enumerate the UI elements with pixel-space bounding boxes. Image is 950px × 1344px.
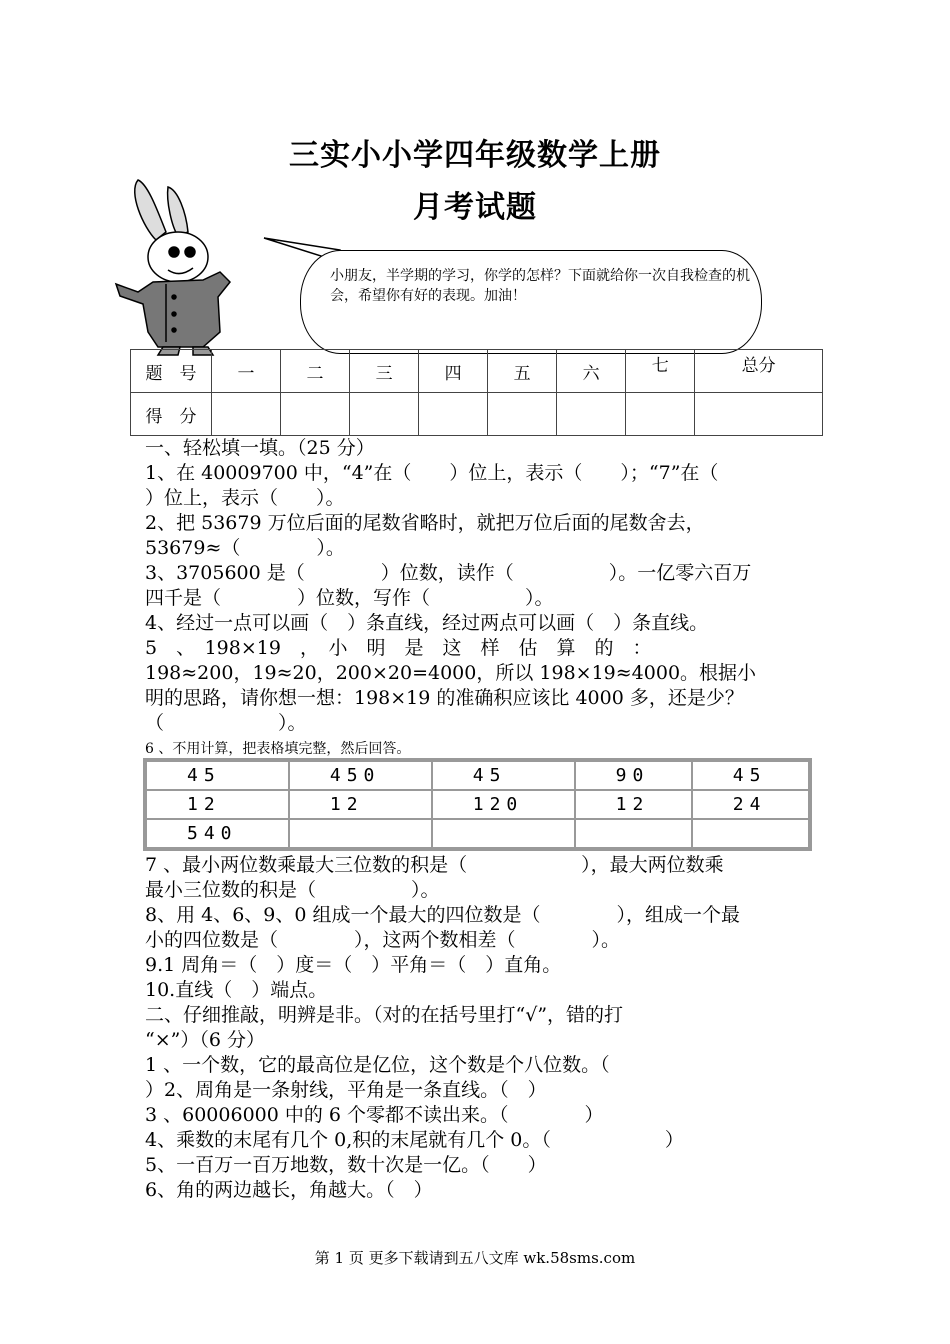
score-input-cell[interactable]	[695, 393, 823, 436]
question-text: 10.直线（ ）端点。	[145, 979, 328, 1001]
speech-bubble-text: 小朋友，半学期的学习，你学的怎样？下面就给你一次自我检查的机会，希望你有好的表现。加油！	[330, 268, 750, 304]
grid-cell: 120	[432, 790, 575, 819]
score-input-cell[interactable]	[212, 393, 281, 436]
question-text: 1、在 40009700 中，“4”在（ ）位上，表示（ ）；“7”在（	[145, 462, 719, 484]
score-cell: 六	[557, 350, 626, 393]
question-text: 53679≈（ ）。	[145, 537, 345, 559]
grid-cell: 90	[575, 761, 692, 790]
grid-input-cell[interactable]	[432, 819, 575, 848]
score-cell: 一	[212, 350, 281, 393]
score-cell: 四	[419, 350, 488, 393]
grid-row	[146, 819, 809, 848]
grid-row	[146, 790, 809, 819]
question-text: 6、角的两边越长，角越大。（ ）	[145, 1179, 433, 1201]
question-text: 8、用 4、6、9、0 组成一个最大的四位数是（ ），组成一个最	[145, 904, 741, 926]
question-text: 6 、不用计算，把表格填完整，然后回答。	[145, 741, 411, 757]
page-title: 三实小小学四年级数学上册	[289, 138, 661, 173]
question-text: 5 、 198×19 ， 小 明 是 这 样 估 算 的 ：	[145, 637, 652, 659]
grid-cell: 540	[146, 819, 289, 848]
score-cell: 七	[626, 350, 695, 393]
grid-cell: 450	[289, 761, 432, 790]
grid-row	[146, 761, 809, 790]
page-footer: 第 1 页 更多下载请到五八文库 wk.58sms.com	[314, 1249, 636, 1267]
question-text: 4、经过一点可以画（ ）条直线，经过两点可以画（ ）条直线。	[145, 612, 709, 634]
score-input-cell[interactable]	[281, 393, 350, 436]
question-text: 4、乘数的末尾有几个 0,积的末尾就有几个 0。（ ）	[145, 1129, 684, 1151]
question-text: 198≈200，19≈20，200×20=4000，所以 198×19≈4000。根据小	[145, 662, 757, 684]
score-table	[130, 349, 823, 436]
score-input-cell[interactable]	[488, 393, 557, 436]
score-cell: 二	[281, 350, 350, 393]
score-cell: 得 分	[131, 393, 212, 436]
section-heading: 一、轻松填一填。（25 分）	[145, 437, 375, 459]
grid-input-cell[interactable]	[575, 819, 692, 848]
grid-cell: 12	[146, 790, 289, 819]
grid-input-cell[interactable]	[692, 819, 809, 848]
score-input-cell[interactable]	[557, 393, 626, 436]
question-text: （ ）。	[145, 712, 307, 734]
question-text: 9.1 周角＝（ ）度＝（ ）平角＝（ ）直角。	[145, 954, 562, 976]
grid-input-cell[interactable]	[289, 819, 432, 848]
score-cell: 题 号	[131, 350, 212, 393]
section-heading: “×”）（6 分）	[145, 1029, 265, 1051]
score-cell: 五	[488, 350, 557, 393]
score-input-cell[interactable]	[419, 393, 488, 436]
question-text: ）位上，表示（ ）。	[145, 487, 345, 509]
question-text: 3、3705600 是（ ）位数，读作（ ）。一亿零六百万	[145, 562, 752, 584]
question-text: 3 、60006000 中的 6 个零都不读出来。（ ）	[145, 1104, 604, 1126]
question-text: 小的四位数是（ ），这两个数相差（ ）。	[145, 929, 621, 951]
score-table-score-row	[131, 393, 823, 436]
rabbit-mascot-icon	[108, 172, 243, 357]
question-text: 最小三位数的积是（ ）。	[145, 879, 440, 901]
grid-cell: 45	[432, 761, 575, 790]
question-text: 1 、一个数，它的最高位是亿位，这个数是个八位数。（	[145, 1054, 610, 1076]
grid-cell: 24	[692, 790, 809, 819]
question-text: 5、一百万一百万地数，数十次是一亿。（ ）	[145, 1154, 547, 1176]
score-cell: 三	[350, 350, 419, 393]
score-table-header-row	[131, 350, 823, 393]
question-text: 2、把 53679 万位后面的尾数省略时，就把万位后面的尾数舍去，	[145, 512, 705, 534]
grid-cell: 45	[146, 761, 289, 790]
question-text: ）2、周角是一条射线，平角是一条直线。（ ）	[145, 1079, 547, 1101]
question-text: 7 、最小两位数乘最大三位数的积是（ ），最大两位数乘	[145, 854, 724, 876]
score-input-cell[interactable]	[350, 393, 419, 436]
score-input-cell[interactable]	[626, 393, 695, 436]
grid-cell: 12	[575, 790, 692, 819]
section-heading: 二、仔细推敲，明辨是非。（对的在括号里打“√”，错的打	[145, 1004, 624, 1026]
score-cell: 总分	[695, 350, 823, 393]
multiplication-grid	[143, 758, 812, 851]
grid-cell: 45	[692, 761, 809, 790]
grid-cell: 12	[289, 790, 432, 819]
question-text: 四千是（ ）位数，写作（ ）。	[145, 587, 554, 609]
question-text: 明的思路，请你想一想：198×19 的准确积应该比 4000 多，还是少？	[145, 687, 744, 709]
page-subtitle: 月考试题	[413, 190, 537, 225]
